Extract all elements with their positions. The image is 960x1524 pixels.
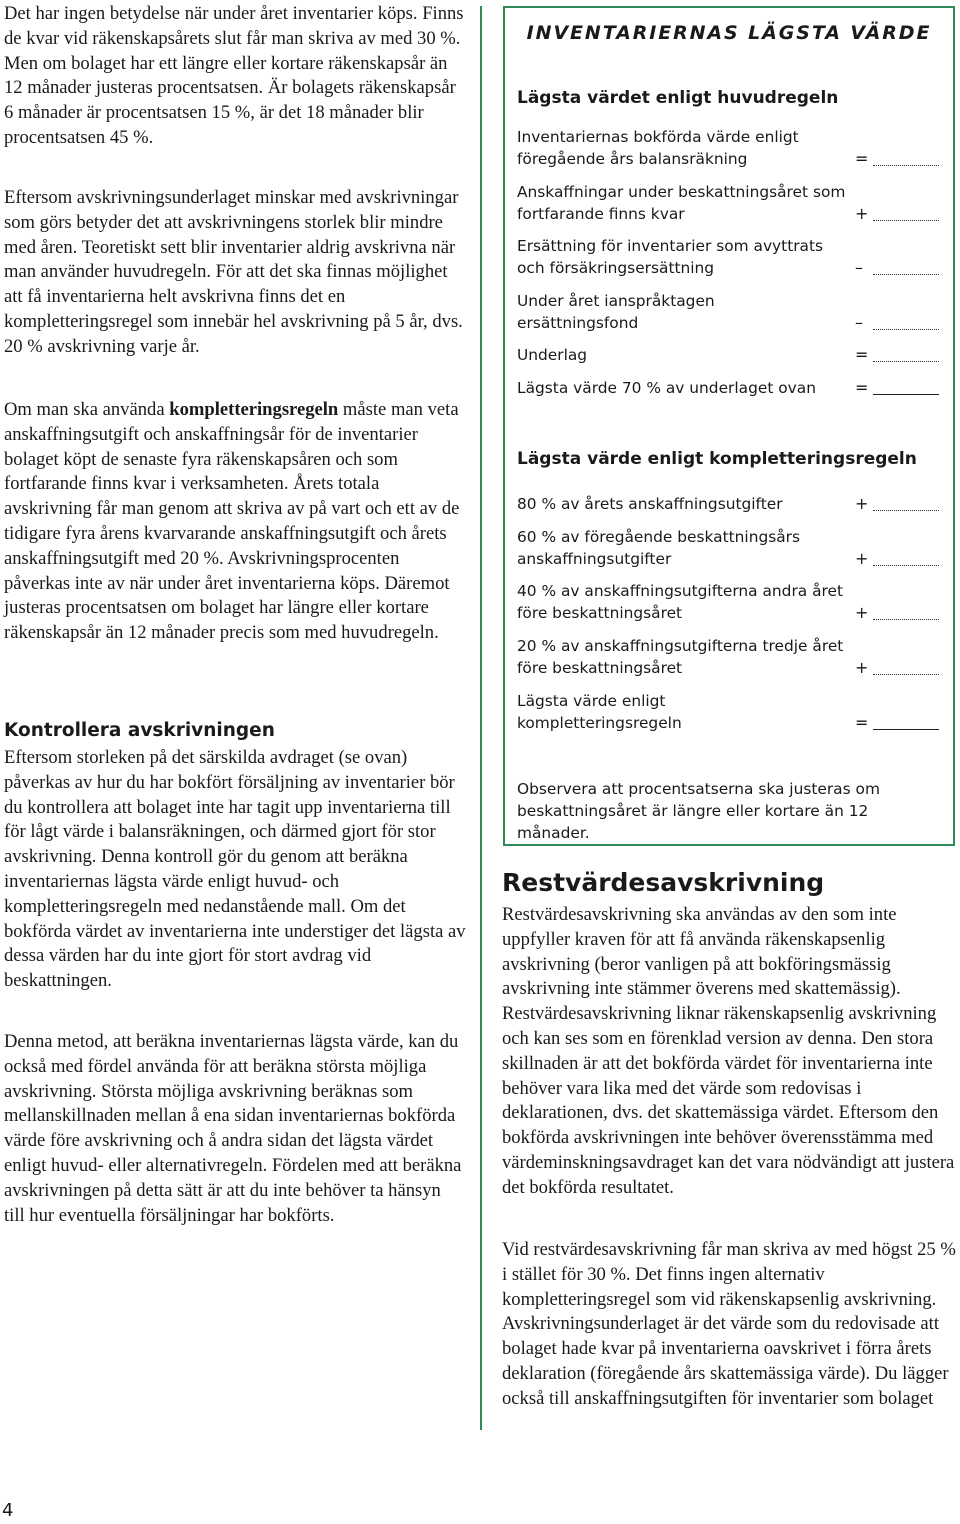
heading-kontrollera: Kontrollera avskrivningen bbox=[4, 720, 275, 741]
form-row-underlag bbox=[517, 344, 941, 366]
form-row-60-percent bbox=[517, 526, 941, 570]
amount-field[interactable] bbox=[873, 361, 939, 362]
form-row-compensation bbox=[517, 235, 941, 279]
section-complement-rule-title: Lägsta värde enligt kompletteringsregeln bbox=[517, 449, 917, 469]
para3-text-before: Om man ska använda bbox=[4, 399, 170, 420]
para3-term-bold: kompletteringsregeln bbox=[169, 399, 339, 420]
row-label: Under året ianspråktagen ersättningsfond bbox=[517, 292, 715, 332]
form-row-40-percent bbox=[517, 580, 941, 624]
column-divider bbox=[480, 6, 482, 1430]
form-note: Observera att procentsatserna ska justeras om beskattningsåret är längre eller kortare än 12 månader. bbox=[517, 780, 880, 842]
para3-text-after: måste man veta anskaffningsutgift och anskaffningsår för de inventarier bolaget köpt de senaste fyra räkenskapsåren och som fortfarande finns kvar i verksamheten. Årets totala avskrivning får man genom att skriva av på vart och ett av de tidigare fyra årens kvarvarande anskaffningsutgift och årets anskaffningsutgift med 20 %. Avskrivningsprocenten påverkas inte av när under året inventarierna köps. Däremot justeras procentsatsen om bolaget har längre eller kortare räkenskapsår än 12 månader precis som med huvudregeln. bbox=[4, 399, 460, 644]
form-row-booked-value bbox=[517, 126, 941, 170]
row-label: 20 % av anskaffningsutgifterna tredje året före beskattningsåret bbox=[517, 637, 844, 677]
operator-plus: + bbox=[855, 603, 869, 622]
paragraph-complement-rule bbox=[4, 398, 466, 646]
form-row-acquisitions bbox=[517, 181, 941, 225]
form-row-lowest-complement bbox=[517, 690, 941, 734]
form-row-replacement-fund bbox=[517, 290, 941, 334]
form-row-20-percent bbox=[517, 635, 941, 679]
row-label: Lägsta värde 70 % av underlaget ovan bbox=[517, 379, 816, 397]
section-main-rule-title: Lägsta värdet enligt huvudregeln bbox=[517, 88, 839, 108]
row-label: Inventariernas bokförda värde enligt föregående års balansräkning bbox=[517, 128, 799, 168]
amount-field[interactable] bbox=[873, 274, 939, 275]
amount-field[interactable] bbox=[873, 674, 939, 675]
amount-field[interactable] bbox=[873, 565, 939, 566]
row-label: Underlag bbox=[517, 346, 588, 364]
operator-plus: + bbox=[855, 549, 869, 568]
row-label: 60 % av föregående beskattningsårs anskaffningsutgifter bbox=[517, 528, 801, 568]
form-row-lowest-70 bbox=[517, 377, 941, 399]
operator-equals: = bbox=[855, 345, 869, 364]
amount-field[interactable] bbox=[873, 165, 939, 166]
operator-plus: + bbox=[855, 658, 869, 677]
lowest-value-form bbox=[503, 6, 955, 846]
operator-equals: = bbox=[855, 149, 869, 168]
paragraph-residual-depreciation: Restvärdesavskrivning ska användas av den som inte uppfyller kraven för att få använda räkenskapsenlig avskrivning (beror vanligen på att bokföringsmässig avskrivning inte stämmer överens med skattemässig). Restvärdesavskrivning liknar räkenskapsenlig avskrivning och kan ses som en förenklad version av denna. Den stora skillnaden är att det bokförda värdet för inventarierna inte behöver vara lika med det värde som redovisas i deklarationen, dvs. det skattemässiga värdet. Eftersom den bokförda avskrivningen inte behöver överensstämma med värdeminskningsavdraget kan det vara nödvändigt att justera det bokförda resultatet. bbox=[502, 904, 955, 1198]
operator-equals: = bbox=[855, 378, 869, 397]
row-label: 80 % av årets anskaffningsutgifter bbox=[517, 495, 783, 513]
page-number: 4 bbox=[2, 1500, 14, 1521]
operator-plus: + bbox=[855, 204, 869, 223]
form-row-80-percent bbox=[517, 493, 941, 515]
heading-restvardesavskrivning: Restvärdesavskrivning bbox=[502, 868, 825, 897]
operator-equals: = bbox=[855, 713, 869, 732]
result-line[interactable] bbox=[873, 729, 939, 730]
paragraph-method: Denna metod, att beräkna inventariernas lägsta värde, kan du också med fördel använda för att beräkna största möjliga avskrivning. Största möjliga avskrivning beräknas som mellanskillnaden mellan å ena sidan inventariernas bokförda värde före avskrivning och å andra sidan det lägsta värdet enligt huvud- eller alternativregeln. Fördelen med att beräkna avskrivningen på detta sätt är att du inte behöver ta hänsyn till hur eventuella försäljningar har bokförts. bbox=[4, 1031, 462, 1226]
row-label: 40 % av anskaffningsutgifterna andra året före beskattningsåret bbox=[517, 582, 844, 622]
amount-field[interactable] bbox=[873, 329, 939, 330]
operator-minus: – bbox=[855, 313, 863, 332]
row-label: Anskaffningar under beskattningsåret som fortfarande finns kvar bbox=[517, 183, 846, 223]
operator-minus: – bbox=[855, 258, 863, 277]
paragraph-inventory-timing: Det har ingen betydelse när under året inventarier köps. Finns de kvar vid räkenskapsårets slut får man skriva av med 30 %. Men om bolaget har ett längre eller kortare räkenskapsår än 12 månader justeras procentsatsen. Är bolagets räkenskapsår 6 månader är procentsatsen 15 %, är det 18 månader blir procentsatsen 45 %. bbox=[4, 3, 464, 148]
row-label: Ersättning för inventarier som avyttrats och försäkringsersättning bbox=[517, 237, 824, 277]
paragraph-depreciation-basis: Eftersom avskrivningsunderlaget minskar med avskrivningar som görs betyder det att avskrivningens storlek blir mindre med åren. Teoretiskt sett blir inventarier aldrig avskrivna när man använder huvudregeln. För att det ska finnas möjlighet att få inventarierna helt avskrivna finns det en kompletteringsregel som innebär hel avskrivning på 5 år, dvs. 20 % avskrivning varje år. bbox=[4, 187, 463, 357]
amount-field[interactable] bbox=[873, 510, 939, 511]
form-title: INVENTARIERNAS LÄGSTA VÄRDE bbox=[526, 22, 932, 44]
row-label: Lägsta värde enligt kompletteringsregeln bbox=[517, 692, 682, 732]
operator-plus: + bbox=[855, 494, 869, 513]
paragraph-control-depreciation: Eftersom storleken på det särskilda avdraget (se ovan) påverkas av hur du har bokfört försäljning av inventarier bör du kontrollera att bolaget inte har tagit upp inventarierna till för lågt värde i balansräkningen, och därmed gjort för stor avskrivning. Denna kontroll gör du genom att beräkna inventariernas lägsta värde enligt huvud- och kompletteringsregeln med nedanstående mall. Om det bokförda värdet av inventarierna inte understiger det lägsta av dessa värden har du inte gjort för stort avdrag vid beskattningen. bbox=[4, 747, 466, 992]
paragraph-residual-rate: Vid restvärdesavskrivning får man skriva av med högst 25 % i stället för 30 %. Det finns ingen alternativ kompletteringsregel som vid räkenskapsenlig avskrivning. Avskrivningsunderlaget är det värde som du redovisade att bolaget hade kvar på inventarierna oavskrivet i förra årets deklaration (föregående års skattemässiga värde). Du lägger också till anskaffningsutgiften för inventarier som bolaget bbox=[502, 1239, 956, 1409]
result-line[interactable] bbox=[873, 394, 939, 395]
amount-field[interactable] bbox=[873, 619, 939, 620]
amount-field[interactable] bbox=[873, 220, 939, 221]
